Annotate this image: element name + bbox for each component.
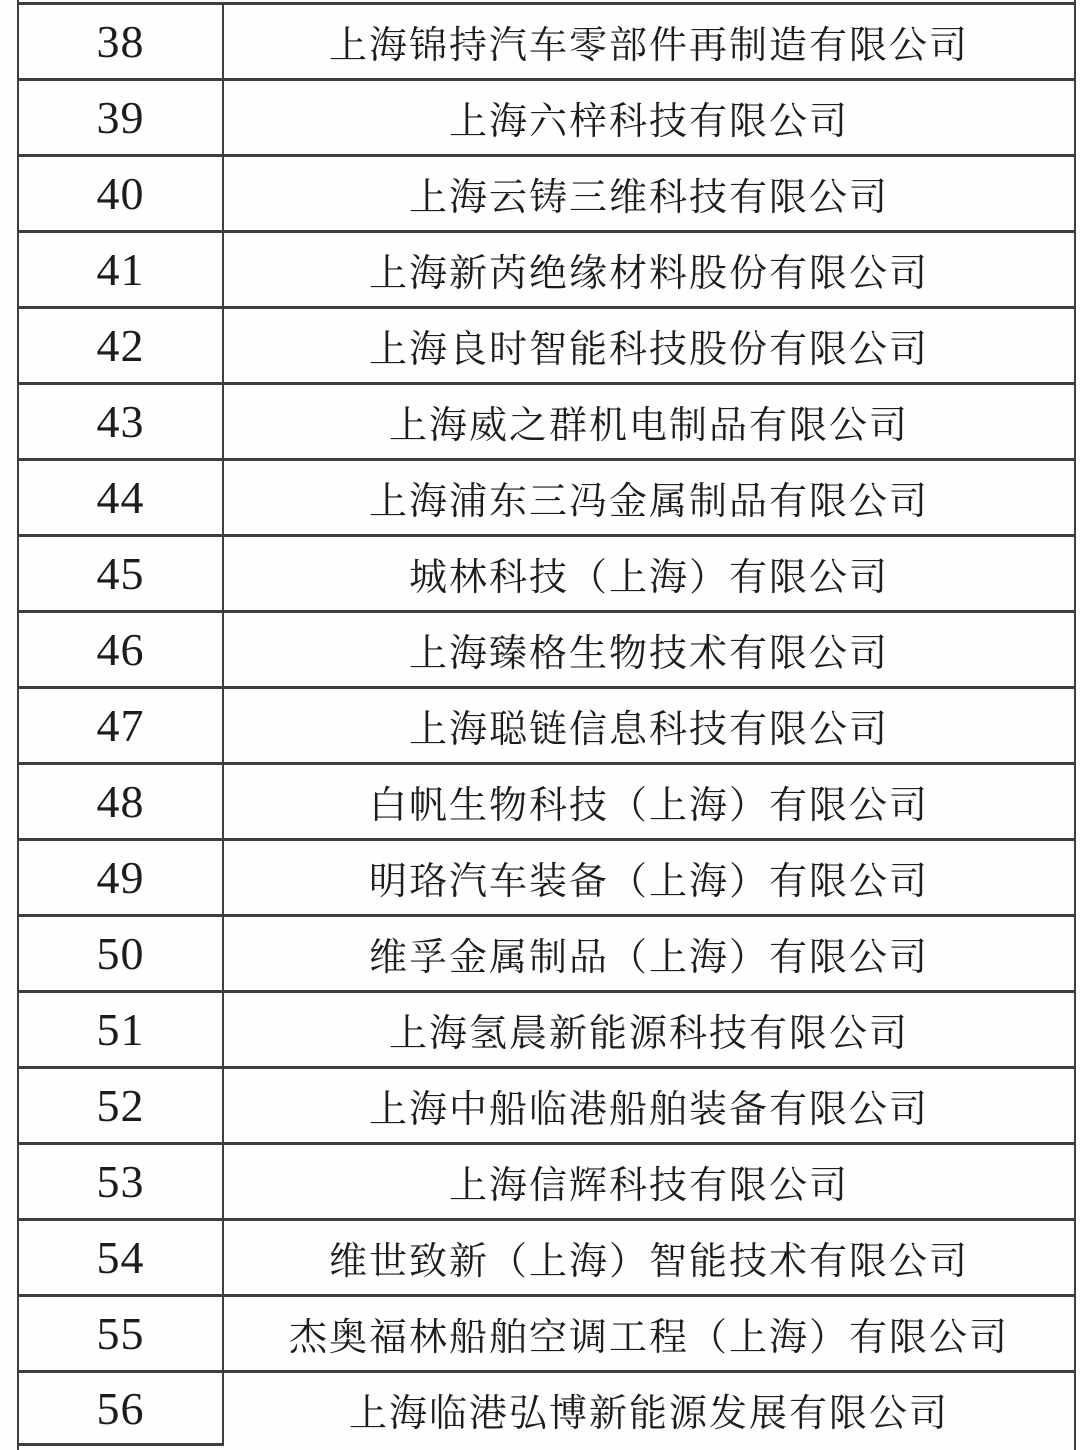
table-row — [19, 2, 1074, 78]
row-number-cell: 40 — [19, 157, 224, 230]
company-name-cell: 维世致新（上海）智能技术有限公司 — [328, 1241, 969, 1283]
row-number-cell: 45 — [19, 537, 224, 610]
company-name-cell: 上海临港弘博新能源发展有限公司 — [348, 1393, 949, 1435]
row-number-cell: 42 — [19, 309, 224, 382]
row-number-cell: 49 — [19, 841, 224, 914]
table-row — [19, 1066, 1074, 1142]
row-number-cell: 41 — [19, 233, 224, 306]
row-number-cell: 56 — [19, 1373, 224, 1446]
row-number-cell: 52 — [19, 1069, 224, 1142]
table-row — [19, 230, 1074, 306]
row-number-cell: 50 — [19, 917, 224, 990]
table-row — [19, 306, 1074, 382]
company-name-cell: 上海信辉科技有限公司 — [448, 1165, 849, 1207]
company-name-cell: 明珞汽车装备（上海）有限公司 — [368, 861, 929, 903]
table-row — [19, 382, 1074, 458]
row-number-cell: 47 — [19, 689, 224, 762]
company-name-cell: 上海浦东三冯金属制品有限公司 — [368, 481, 929, 523]
company-name-cell: 维孚金属制品（上海）有限公司 — [368, 937, 929, 979]
company-name-cell: 杰奥福林船舶空调工程（上海）有限公司 — [288, 1317, 1009, 1359]
company-name-cell: 上海威之群机电制品有限公司 — [388, 405, 909, 447]
table-row — [19, 78, 1074, 154]
row-number-cell: 51 — [19, 993, 224, 1066]
table-row — [19, 534, 1074, 610]
table-row — [19, 838, 1074, 914]
row-number-cell: 38 — [19, 5, 224, 78]
company-name-cell: 上海六梓科技有限公司 — [448, 101, 849, 143]
row-number-cell: 46 — [19, 613, 224, 686]
table-row — [19, 686, 1074, 762]
company-name-cell: 上海锦持汽车零部件再制造有限公司 — [328, 25, 969, 67]
table-row — [19, 762, 1074, 838]
row-number-cell: 54 — [19, 1221, 224, 1294]
table-row — [19, 914, 1074, 990]
company-name-cell: 上海良时智能科技股份有限公司 — [368, 329, 929, 371]
company-name-cell: 上海中船临港船舶装备有限公司 — [368, 1089, 929, 1131]
company-name-cell: 上海氢晨新能源科技有限公司 — [388, 1013, 909, 1055]
table-row — [19, 1294, 1074, 1370]
company-name-cell: 上海云铸三维科技有限公司 — [408, 177, 889, 219]
table-row — [19, 610, 1074, 686]
company-name-cell: 上海臻格生物技术有限公司 — [408, 633, 889, 675]
company-name-cell: 上海新芮绝缘材料股份有限公司 — [368, 253, 929, 295]
company-name-cell: 上海聪链信息科技有限公司 — [408, 709, 889, 751]
row-number-cell: 44 — [19, 461, 224, 534]
row-number-cell: 48 — [19, 765, 224, 838]
table-row — [19, 990, 1074, 1066]
table-row — [19, 1218, 1074, 1294]
table-row — [19, 154, 1074, 230]
company-name-cell: 城林科技（上海）有限公司 — [408, 557, 889, 599]
table-row — [19, 1142, 1074, 1218]
company-name-cell: 白帆生物科技（上海）有限公司 — [368, 785, 929, 827]
row-number-cell: 53 — [19, 1145, 224, 1218]
table-row — [19, 458, 1074, 534]
row-number-cell: 43 — [19, 385, 224, 458]
company-table — [17, 0, 1076, 1450]
row-number-cell: 55 — [19, 1297, 224, 1370]
table-row — [19, 1370, 1074, 1446]
row-number-cell: 39 — [19, 81, 224, 154]
